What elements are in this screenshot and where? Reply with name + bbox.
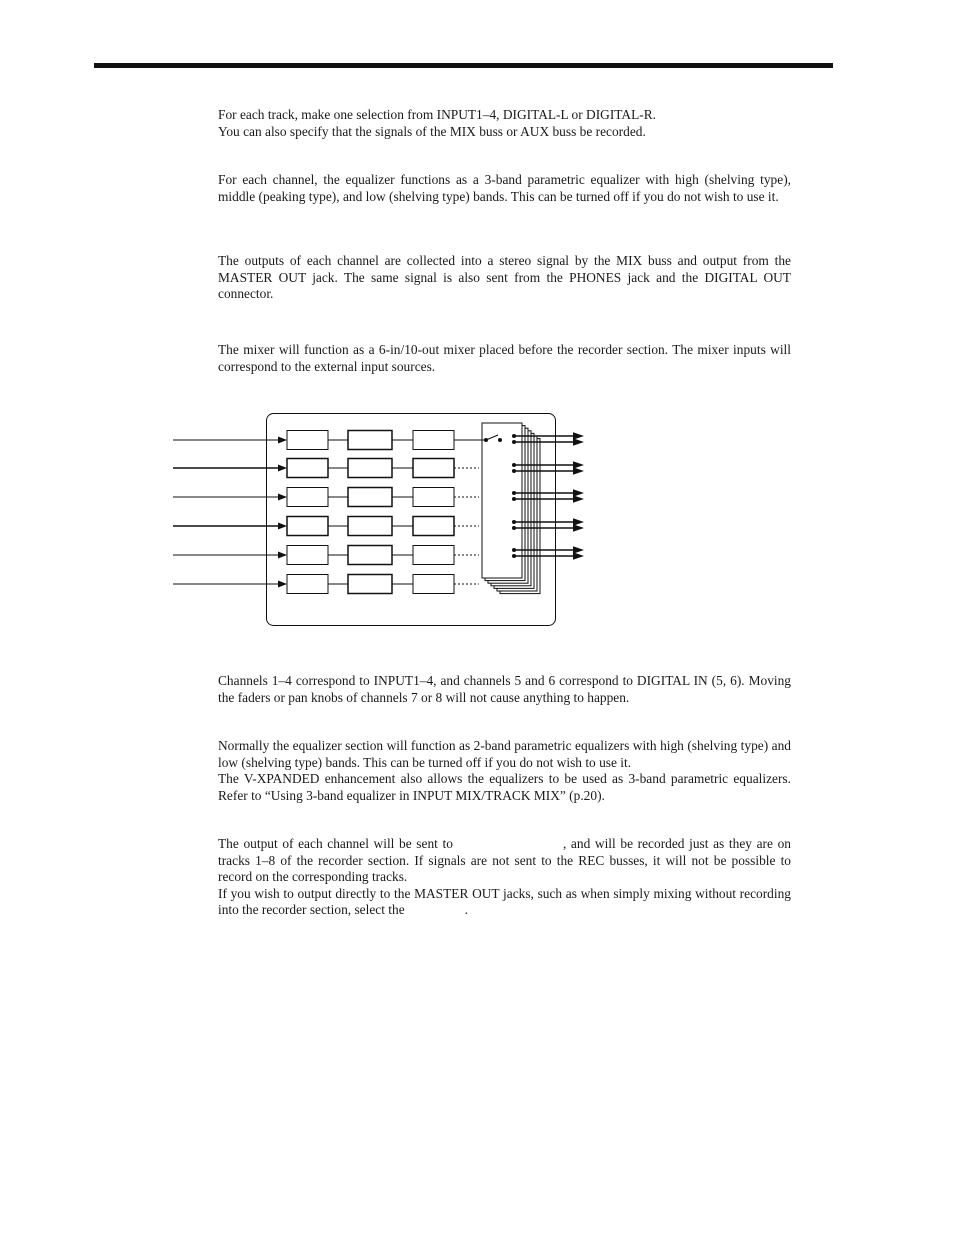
paragraph-track-selection — [218, 107, 791, 140]
channel-block — [413, 517, 454, 536]
bus-panel — [482, 423, 522, 578]
channel-block — [287, 517, 328, 536]
output-arrowhead — [573, 552, 584, 560]
input-arrowhead — [278, 494, 287, 501]
input-arrowhead — [278, 523, 287, 530]
channel-block — [287, 575, 328, 594]
switch-node — [498, 438, 502, 442]
text-fragment: , and will be recorded just as they are on tracks 1–8 of the recorder section. If signals are not sent to the REC busses, it will not be possible to record on the corresponding tracks. — [218, 836, 791, 885]
text-block — [218, 836, 791, 886]
input-arrowhead — [278, 552, 287, 559]
channel-block — [413, 575, 454, 594]
channel-block — [413, 431, 454, 450]
output-arrowhead — [573, 432, 584, 440]
channel-block — [287, 431, 328, 450]
output-arrowhead — [573, 495, 584, 503]
text-line: The V-XPANDED enhancement also allows the equalizers to be used as 3-band parametric equalizers. Refer to “Using 3-band equalizer in INPUT MIX/TRACK MIX” (p.20). — [218, 771, 791, 803]
output-arrowhead — [573, 489, 584, 497]
channel-block — [287, 459, 328, 478]
text-line: For each track, make one selection from INPUT1–4, DIGITAL-L or DIGITAL-R. — [218, 107, 656, 122]
channel-block — [287, 488, 328, 507]
channel-block — [413, 488, 454, 507]
paragraph-mix-buss: The outputs of each channel are collected into a stereo signal by the MIX buss and output from the MASTER OUT jack. The same signal is also sent from the PHONES jack and the DIGITAL OUT connector. — [218, 253, 791, 302]
output-arrowhead — [573, 524, 584, 532]
text-fragment: The output of each channel will be sent to — [218, 836, 453, 851]
channel-block — [413, 546, 454, 565]
text-fragment: If you wish to output directly to the MASTER OUT jacks, such as when simply mixing without recording into the recorder section, select the — [218, 885, 791, 918]
channel-block — [348, 488, 392, 507]
mixer-block-diagram — [165, 405, 595, 635]
channel-block — [348, 517, 392, 536]
output-arrowhead — [573, 461, 584, 469]
text-fragment: . — [464, 902, 469, 918]
paragraph-equalizer-3band: For each channel, the equalizer functions as a 3-band parametric equalizer with high (shelving type), middle (peaking type), and low (shelving type) bands. This can be turned off if you do not wish to use it. — [218, 172, 791, 204]
input-arrowhead — [278, 581, 287, 588]
output-arrowhead — [573, 467, 584, 475]
channel-block — [348, 575, 392, 594]
paragraph-channel-mapping: Channels 1–4 correspond to INPUT1–4, and channels 5 and 6 correspond to DIGITAL IN (5, 6). Moving the faders or pan knobs of channels 7 or 8 will not cause anything to happen. — [218, 673, 791, 705]
channel-block — [413, 459, 454, 478]
output-arrowhead — [573, 438, 584, 446]
channel-block — [348, 459, 392, 478]
input-arrowhead — [278, 437, 287, 444]
channel-block — [348, 431, 392, 450]
paragraph-equalizer-2band — [218, 738, 791, 804]
output-arrowhead — [573, 518, 584, 526]
text-block — [218, 886, 791, 919]
text-line: Normally the equalizer section will function as 2-band parametric equalizers with high (shelving type) and low (shelving type) bands. This can be turned off if you do not wish to use it. — [218, 738, 791, 770]
header-rule — [94, 63, 833, 68]
paragraph-rec-busses — [218, 836, 791, 919]
paragraph-input-mixer: The mixer will function as a 6-in/10-out mixer placed before the recorder section. The mixer inputs will correspond to the external input sources. — [218, 342, 791, 374]
output-arrowhead — [573, 546, 584, 554]
channel-block — [287, 546, 328, 565]
channel-block — [348, 546, 392, 565]
input-arrowhead — [278, 465, 287, 472]
text-line: You can also specify that the signals of the MIX buss or AUX buss be recorded. — [218, 123, 646, 139]
